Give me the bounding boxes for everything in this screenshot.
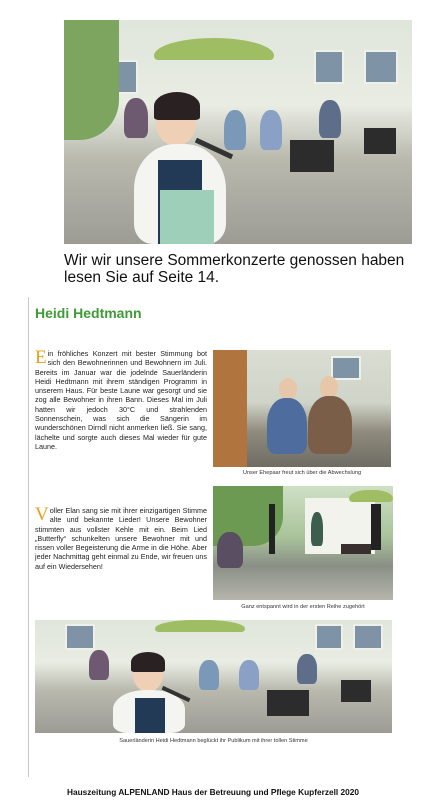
dropcap-2: V xyxy=(35,504,49,525)
woman-head xyxy=(279,378,297,400)
singer-dirndl xyxy=(135,698,165,733)
audience-person xyxy=(224,110,246,150)
tree xyxy=(64,20,119,140)
paragraph-1-text: in fröhliches Konzert mit bester Stimmung bot sich den Bewohnerinnen und Bewohnern im Juli. Bereits im Januar war die jodelnde Sauerländerin Heidi Hedtmann mit ihrem ständigen Programm in unserem Haus. Für beste Laune war gesorgt und sie zog alle Bewohner in ihren Bann. Dieses Mal im Juli hatten wir jedoch 30°C und strahlenden Sonnenschein, was sich die Sängerin im wunderschönen Dirndl nicht anmerken ließ. Sie sang, lächelte und sorgte auch dieses Mal wieder für gute Laune. xyxy=(35,349,207,451)
page-footer: Hauszeitung ALPENLAND Haus der Betreuung und Pflege Kupferzell 2020 xyxy=(67,787,359,797)
singer-small xyxy=(311,512,323,546)
paragraph-2-text: oller Elan sang sie mit ihrer einzigartigen Stimme alte und bekannte Lieder! Unsere Bewohner stimmten aus vollster Kehle mit ein. Beim Lied „Butterfly“ schunkelten unsere Bewohner mit und rissen voller Begeisterung die Arme in die Höhe. Aber jeder Nachmittag geht einmal zu Ende, wir freuen uns auf ein Wiedersehen! xyxy=(35,506,207,571)
page-divider xyxy=(28,297,29,777)
speaker-stand xyxy=(269,504,275,554)
building-window xyxy=(314,50,344,84)
flower-planter xyxy=(290,140,334,172)
audience-person xyxy=(217,532,243,568)
audience-person xyxy=(319,100,341,138)
top-concert-photo xyxy=(64,20,412,244)
elderly-woman xyxy=(267,398,307,454)
article-paragraph-1 xyxy=(35,349,207,451)
building-window xyxy=(65,624,95,650)
couple-photo xyxy=(213,350,391,467)
top-photo-caption: Wir wir unsere Sommerkonzerte genossen haben lesen Sie auf Seite 14. xyxy=(64,252,405,286)
building-window xyxy=(353,624,383,650)
building-window xyxy=(364,50,398,84)
building-window xyxy=(315,624,343,650)
umbrella xyxy=(154,38,274,60)
elderly-man xyxy=(308,396,352,454)
audience-person xyxy=(199,660,219,690)
flower-planter xyxy=(364,128,396,154)
couple-photo-caption: Unser Ehepaar freut sich über die Abwechslung xyxy=(242,470,362,476)
umbrella xyxy=(155,620,245,632)
garden-concert-photo xyxy=(213,486,393,600)
bottom-concert-photo xyxy=(35,620,392,733)
bottom-photo-caption: Sauerländerin Heidi Hedtmann beglückt ihr Publikum mit ihrer tollen Stimme xyxy=(119,738,308,744)
sound-equipment xyxy=(341,544,371,554)
building-window xyxy=(331,356,361,380)
audience-person xyxy=(297,654,317,684)
singer-apron xyxy=(160,190,214,244)
man-head xyxy=(320,376,338,398)
garden-photo-caption: Ganz entspannt wird in der ersten Reihe zugehört xyxy=(241,604,365,610)
audience-person xyxy=(260,110,282,150)
singer-hair xyxy=(154,92,200,120)
speaker-stand xyxy=(371,504,381,550)
dropcap-1: E xyxy=(35,347,47,368)
flower-planter xyxy=(267,690,309,716)
singer-hair xyxy=(131,652,165,672)
article-title: Heidi Hedtmann xyxy=(35,305,142,321)
audience-person xyxy=(239,660,259,690)
flower-planter xyxy=(341,680,371,702)
wooden-post xyxy=(213,350,247,467)
audience-person xyxy=(89,650,109,680)
audience-person xyxy=(124,98,148,138)
umbrella xyxy=(349,490,393,502)
article-paragraph-2 xyxy=(35,506,207,571)
